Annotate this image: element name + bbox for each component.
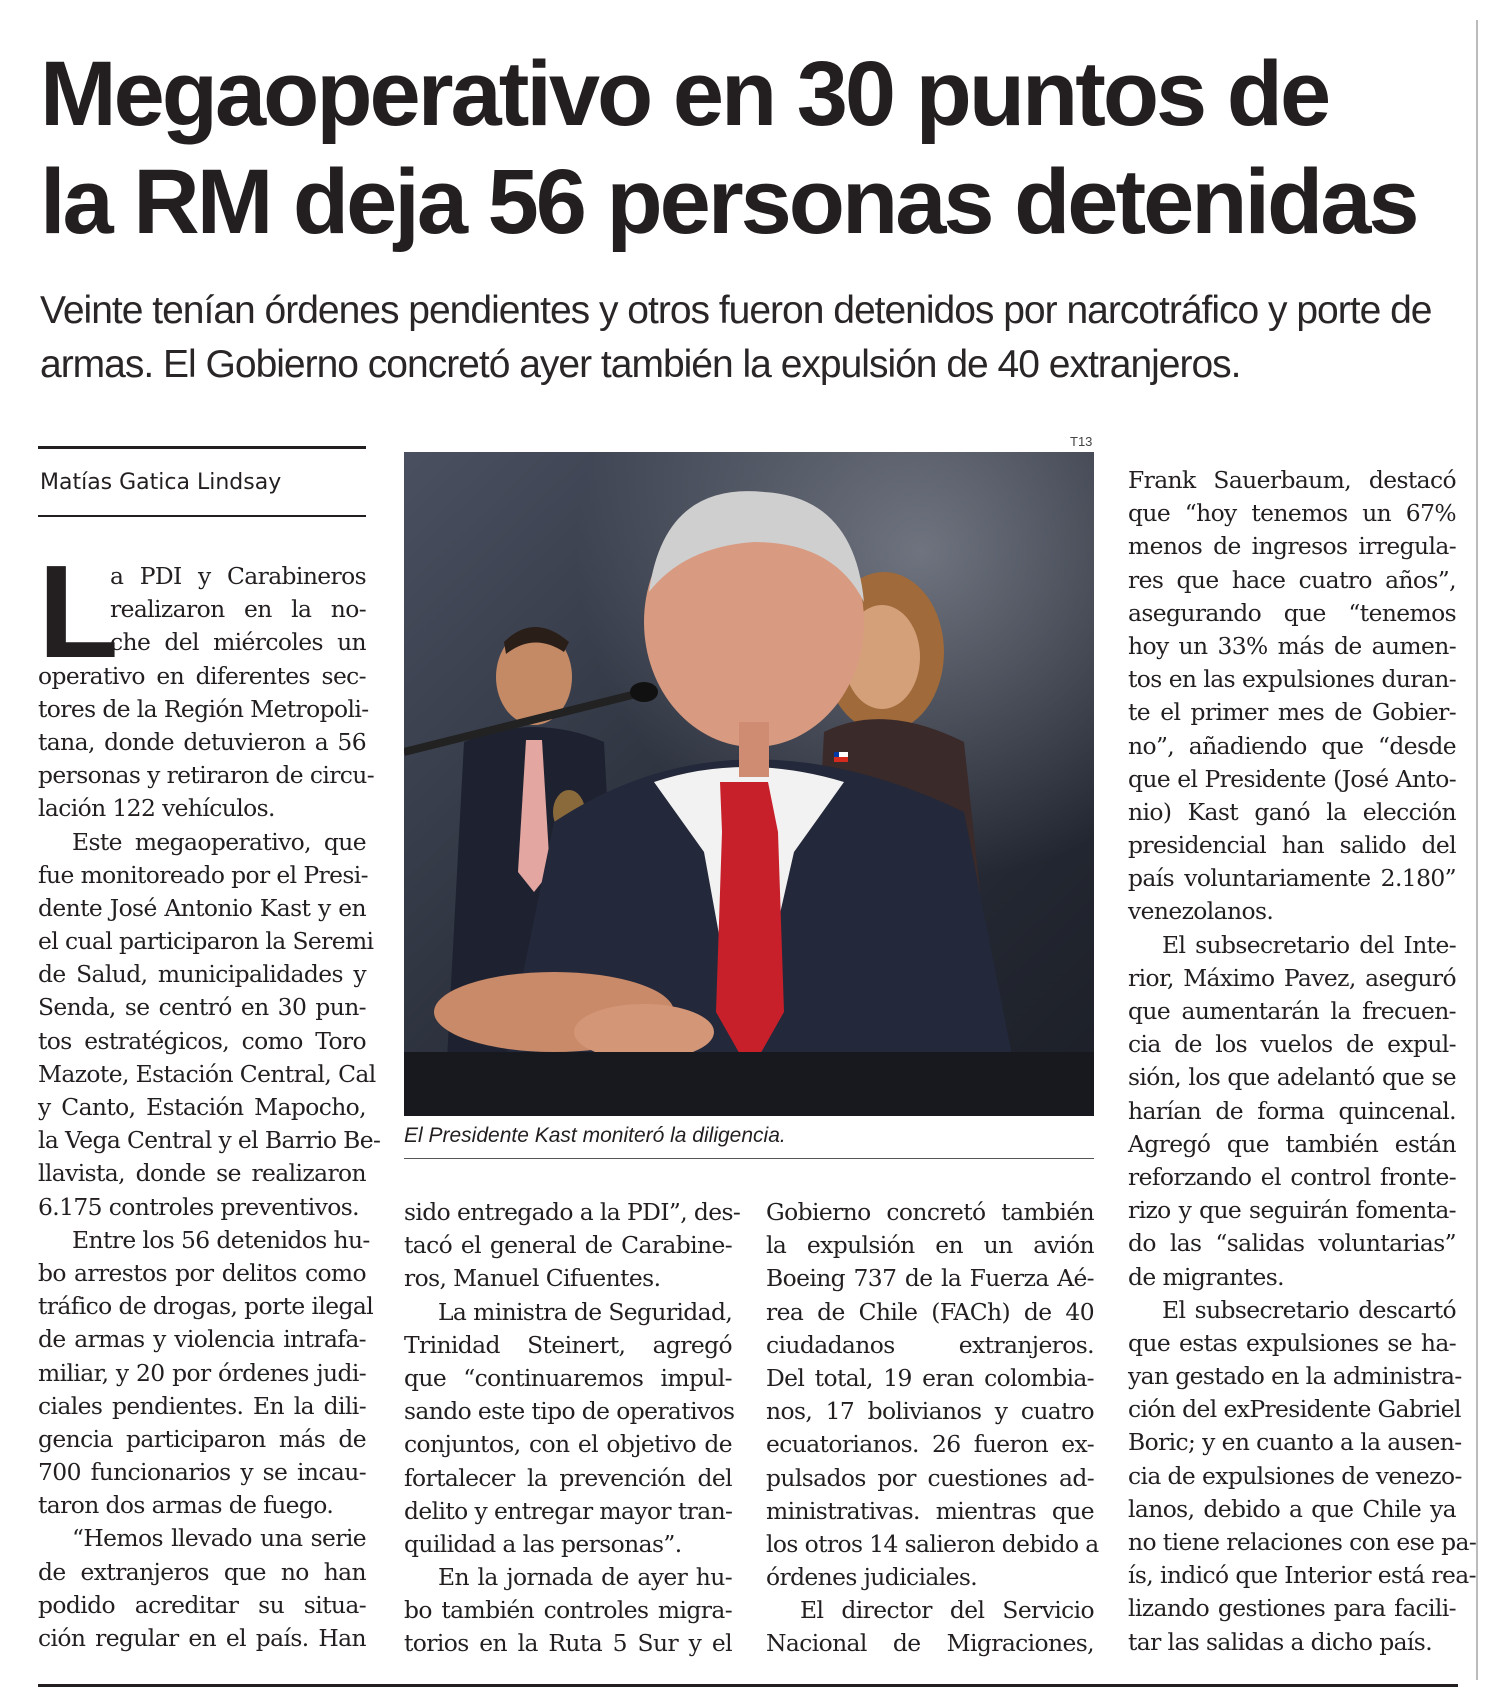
article-line: El subsecretario del Inte-	[1162, 930, 1456, 959]
article-line: En la jornada de ayer hu-	[438, 1563, 732, 1592]
article-line: Trinidad Steinert, agregó	[404, 1330, 732, 1359]
article-line: que “continuaremos impul-	[404, 1363, 732, 1392]
photo-illustration	[404, 452, 1094, 1116]
article-line: Nacional de Migraciones,	[766, 1629, 1094, 1658]
article-line: menos de ingresos irregula-	[1128, 532, 1456, 561]
article-line: tar las salidas a dicho país.	[1128, 1627, 1433, 1656]
article-line: fue monitoreado por el Presi-	[38, 860, 368, 889]
article-line: rea de Chile (FACh) de 40	[766, 1297, 1094, 1326]
article-line: que “hoy tenemos un 67%	[1128, 499, 1456, 528]
article-line: tacó el general de Carabine-	[404, 1231, 732, 1260]
article-line: Agregó que también están	[1128, 1129, 1456, 1158]
article-line: yan gestado en la administra-	[1128, 1362, 1462, 1391]
article-line: Frank Sauerbaum, destacó	[1128, 466, 1456, 494]
article-line: bo también controles migra-	[404, 1596, 732, 1625]
article-line: de extranjeros que no han	[38, 1557, 366, 1586]
article-line: 700 funcionarios y se incau-	[38, 1458, 366, 1487]
article-line: de armas y violencia intrafa-	[38, 1325, 366, 1354]
article-line: harían de forma quincenal.	[1128, 1096, 1456, 1125]
subheadline-line-2: armas. El Gobierno concretó ayer también la expulsión de 40 extranjeros.	[40, 343, 1241, 386]
byline-top-rule	[38, 446, 366, 449]
article-line: ís, indicó que Interior está rea-	[1128, 1561, 1476, 1590]
article-line: la expulsión en un avión	[766, 1231, 1094, 1260]
article-column-3	[766, 1196, 1099, 1661]
article-line: de migrantes.	[1128, 1262, 1284, 1291]
article-line: de Salud, municipalidades y	[38, 960, 366, 989]
article-line: presidencial han salido del	[1128, 831, 1456, 860]
article-line: taron dos armas de fuego.	[38, 1491, 334, 1520]
article-line: ciudadanos extranjeros.	[766, 1330, 1094, 1359]
article-line: el cual participaron la Seremi	[38, 927, 374, 956]
column-divider	[1476, 20, 1478, 1680]
article-line: Mazote, Estación Central, Cal	[38, 1059, 376, 1088]
subheadline-line-1: Veinte tenían órdenes pendientes y otros fueron detenidos por narcotráfico y porte de	[40, 289, 1432, 332]
article-line: reforzando el control fronte-	[1128, 1162, 1456, 1191]
article-line: órdenes judiciales.	[766, 1563, 978, 1592]
byline-bottom-rule	[38, 515, 366, 517]
article-line: quilidad a las personas”.	[404, 1529, 682, 1558]
article-line: realizaron en la no-	[110, 595, 366, 624]
article-line: ecuatorianos. 26 fueron ex-	[766, 1430, 1094, 1459]
photo-credit: T13	[1070, 434, 1093, 449]
article-line: podido acreditar su situa-	[38, 1590, 366, 1619]
article-line: venezolanos.	[1128, 897, 1274, 926]
article-line: torios en la Ruta 5 Sur y el	[404, 1629, 732, 1658]
article-line: nio) Kast ganó la elección	[1128, 797, 1456, 826]
article-line: Entre los 56 detenidos hu-	[72, 1225, 370, 1254]
article-line: y Canto, Estación Mapocho,	[38, 1093, 366, 1121]
caption-rule	[404, 1158, 1094, 1159]
article-line: ción regular en el país. Han	[38, 1624, 366, 1652]
article-line: pulsados por cuestiones ad-	[766, 1463, 1094, 1492]
headline-line-1: Megaoperativo en 30 puntos de	[40, 43, 1329, 145]
article-line: 6.175 controles preventivos.	[38, 1192, 360, 1221]
article-line: gencia participaron más de	[38, 1424, 366, 1453]
headline-line-2: la RM deja 56 personas detenidas	[40, 151, 1417, 253]
article-line: tana, donde detuvieron a 56	[38, 727, 366, 756]
article-line: llavista, donde se realizaron	[38, 1159, 366, 1188]
headline	[40, 40, 1440, 256]
article-line: sido entregado a la PDI”, des-	[404, 1198, 741, 1226]
article-line: la Vega Central y el Barrio Be-	[38, 1126, 381, 1155]
article-line: ción del exPresidente Gabriel	[1128, 1395, 1461, 1424]
article-line: nos, 17 bolivianos y cuatro	[766, 1397, 1094, 1426]
article-line: sión, los que adelantó que se	[1128, 1063, 1456, 1092]
article-line: bo arrestos por delitos como	[38, 1258, 366, 1287]
article-line: res que hace cuatro años”,	[1128, 565, 1456, 594]
article-photo	[404, 452, 1094, 1116]
article-line: que aumentarán la frecuen-	[1128, 997, 1456, 1025]
article-line: a PDI y Carabineros	[110, 562, 366, 590]
article-line: “Hemos llevado una serie	[72, 1524, 366, 1553]
article-line: dente José Antonio Kast y en	[38, 893, 366, 922]
article-line: tos en las expulsiones duran-	[1128, 665, 1456, 694]
article-line: operativo en diferentes sec-	[38, 661, 366, 690]
article-line: miliar, y 20 por órdenes judi-	[38, 1358, 366, 1387]
article-line: tores de la Región Metropoli-	[38, 694, 369, 723]
drop-cap: L	[38, 538, 119, 685]
subheadline	[40, 284, 1460, 392]
article-column-2	[404, 1196, 741, 1661]
article-line: lizando gestiones para facili-	[1128, 1594, 1456, 1623]
article-line: Boric; y en cuanto a la ausen-	[1128, 1428, 1462, 1457]
article-line: tos estratégicos, como Toro	[38, 1026, 366, 1055]
article-line: do las “salidas voluntarias”	[1128, 1229, 1456, 1258]
article-line: Boeing 737 de la Fuerza Aé-	[766, 1264, 1094, 1293]
article-line: Senda, se centró en 30 pun-	[38, 993, 366, 1022]
article-line: que estas expulsiones se ha-	[1128, 1328, 1456, 1357]
article-line: fortalecer la prevención del	[404, 1463, 732, 1492]
article-line: te el primer mes de Gobier-	[1128, 698, 1456, 727]
article-line: rior, Máximo Pavez, aseguró	[1128, 963, 1456, 992]
article-line: tráfico de drogas, porte ilegal	[38, 1292, 374, 1321]
article-line: país voluntariamente 2.180”	[1128, 864, 1456, 893]
article-line: El director del Servicio	[800, 1596, 1094, 1625]
article-line: hoy un 33% más de aumen-	[1128, 631, 1456, 660]
article-column-4	[1128, 464, 1477, 1659]
article-line: delito y entregar mayor tran-	[404, 1496, 733, 1525]
page-bottom-rule	[38, 1684, 1458, 1687]
article-line: cia de los vuelos de expul-	[1128, 1030, 1456, 1059]
article-line: sando este tipo de operativos	[404, 1397, 735, 1426]
article-line: Este megaoperativo, que	[72, 827, 366, 856]
photo-caption: El Presidente Kast moniteró la diligencia.	[404, 1124, 786, 1147]
article-line: conjuntos, con el objetivo de	[404, 1430, 732, 1459]
article-line: que el Presidente (José Anto-	[1128, 764, 1456, 793]
article-line: ros, Manuel Cifuentes.	[404, 1264, 661, 1293]
article-line: no tiene relaciones con ese pa-	[1128, 1528, 1477, 1556]
article-line: rizo y que seguirán fomenta-	[1128, 1196, 1456, 1225]
article-line: Gobierno concretó también	[766, 1198, 1094, 1226]
article-column-1	[38, 538, 381, 1655]
article-line: cia de expulsiones de venezo-	[1128, 1461, 1462, 1490]
article-line: los otros 14 salieron debido a	[766, 1529, 1099, 1558]
article-line: personas y retiraron de circu-	[38, 761, 375, 790]
article-line: Del total, 19 eran colombia-	[766, 1363, 1094, 1392]
article-line: ciales pendientes. En la dili-	[38, 1391, 366, 1420]
byline: Matías Gatica Lindsay	[40, 470, 282, 495]
article-line: La ministra de Seguridad,	[438, 1297, 733, 1326]
article-line: lanos, debido a que Chile ya	[1128, 1494, 1456, 1523]
article-line: no”, añadiendo que “desde	[1128, 731, 1456, 760]
article-line: El subsecretario descartó	[1162, 1295, 1456, 1324]
article-line: ministrativas. mientras que	[766, 1496, 1094, 1525]
article-line: asegurando que “tenemos	[1128, 598, 1456, 627]
article-line: lación 122 vehículos.	[38, 794, 275, 823]
article-line: che del miércoles un	[110, 628, 366, 657]
